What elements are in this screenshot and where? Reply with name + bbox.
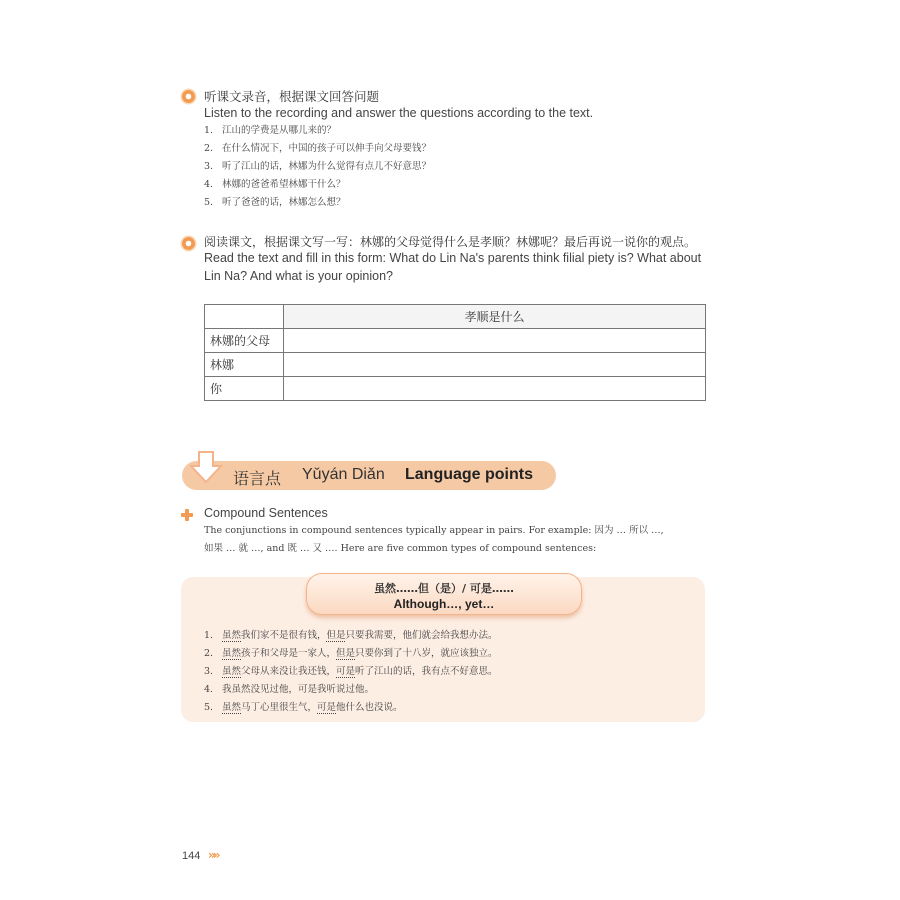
row-label: 你 <box>205 377 284 401</box>
table-header: 孝顺是什么 <box>284 305 706 329</box>
list-item: 1. 虽然我们家不是很有钱，但是只要我需要，他们就会给我想办法。 <box>204 630 498 641</box>
section2-heading-en-line2: Lin Na? And what is your opinion? <box>204 269 394 283</box>
answer-cell[interactable] <box>284 353 706 377</box>
filial-piety-form <box>204 304 706 401</box>
page-number: 144 <box>182 850 201 862</box>
list-item: 4. 我虽然没见过他，可是我听说过他。 <box>204 684 375 695</box>
table-row <box>205 329 706 353</box>
section2-heading-en-line1: Read the text and fill in this form: What do Lin Na's parents think filial piety is? What about <box>204 251 702 265</box>
list-item: 2. 在什么情况下，中国的孩子可以伸手向父母要钱？ <box>204 143 432 154</box>
list-item: 3. 虽然父母从来没让我还钱，可是听了江山的话，我有点不好意思。 <box>204 666 498 677</box>
list-item: 3. 听了江山的话，林娜为什么觉得有点儿不好意思？ <box>204 161 432 172</box>
gear-bullet-icon <box>182 237 195 250</box>
language-points-zh: 语言点 <box>233 469 282 488</box>
row-label: 林娜的父母 <box>205 329 284 353</box>
answer-cell[interactable] <box>284 329 706 353</box>
compound-body-line2: 如果 … 就 …, and 既 … 又 …. Here are five common types of compound sentences: <box>204 543 597 554</box>
language-points-en: Language points <box>405 466 533 483</box>
table-row <box>205 377 706 401</box>
list-item: 2. 虽然孩子和父母是一家人，但是只要你到了十八岁，就应该独立。 <box>204 648 498 659</box>
table-corner-cell <box>205 305 284 329</box>
list-item: 4. 林娜的爸爸希望林娜干什么？ <box>204 179 346 190</box>
list-item: 5. 听了爸爸的话，林娜怎么想？ <box>204 197 346 208</box>
question-list <box>204 122 431 212</box>
cross-bullet-icon <box>181 509 193 521</box>
section1-heading-zh: 听课文录音，根据课文回答问题 <box>204 89 380 104</box>
list-item: 1. 江山的学费是从哪儿来的？ <box>204 125 337 136</box>
compound-body-line1: The conjunctions in compound sentences typically appear in pairs. For example: 因为 … 所以 …, <box>204 525 664 536</box>
section1-heading-en: Listen to the recording and answer the questions according to the text. <box>204 106 594 120</box>
table-row <box>205 353 706 377</box>
list-item: 5. 虽然马丁心里很生气，可是他什么也没说。 <box>204 702 403 713</box>
pattern-zh: 虽然……但（是）/ 可是…… <box>374 582 514 595</box>
gear-bullet-icon <box>182 90 195 103</box>
row-label: 林娜 <box>205 353 284 377</box>
section2-heading-zh: 阅读课文，根据课文写一写：林娜的父母觉得什么是孝顺？林娜呢？最后再说一说你的观点。 <box>204 235 697 249</box>
pattern-en: Although…, yet… <box>393 597 495 611</box>
language-points-pinyin: Yǔyán Diǎn <box>302 466 385 483</box>
example-list <box>204 627 498 717</box>
down-arrow-icon <box>189 450 223 484</box>
compound-title: Compound Sentences <box>204 506 328 520</box>
double-chevron-icon: »» <box>208 848 218 862</box>
answer-cell[interactable] <box>284 377 706 401</box>
pattern-pill <box>306 573 582 615</box>
